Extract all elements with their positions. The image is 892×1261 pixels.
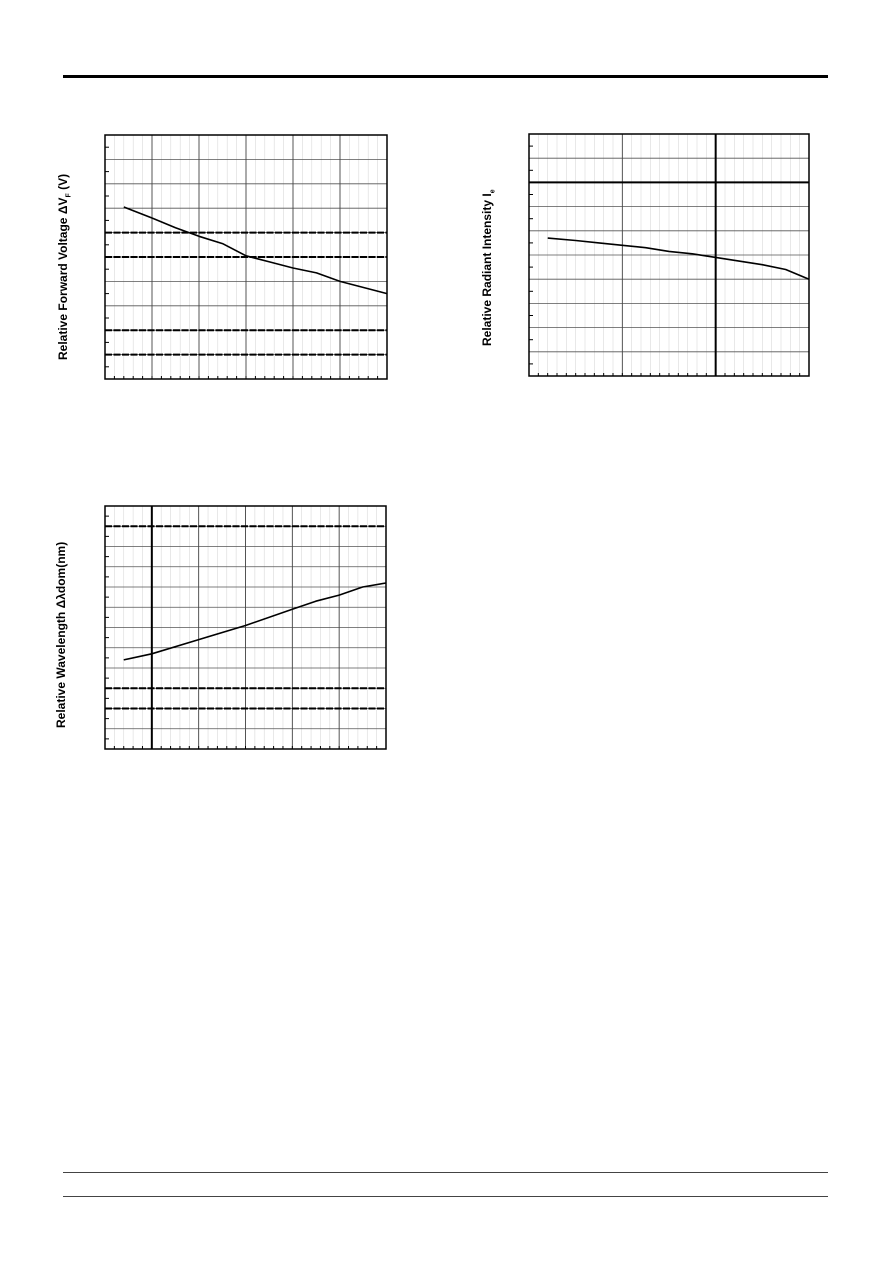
wavelength-ylabel: Relative Wavelength Δλdom(nm) <box>54 541 68 728</box>
footer-rule-1 <box>63 1172 828 1173</box>
forward-voltage-ylabel: Relative Forward Voltage $\Delta V_F$ (V) <box>56 173 73 360</box>
wavelength-chart <box>100 502 392 755</box>
forward-voltage-chart <box>100 130 392 385</box>
header-rule <box>63 75 828 78</box>
radiant-intensity-chart <box>525 130 817 382</box>
radiant-intensity-ylabel: Relative Radiant Intensity $I_e$ <box>480 189 497 346</box>
footer-rule-2 <box>63 1196 828 1197</box>
